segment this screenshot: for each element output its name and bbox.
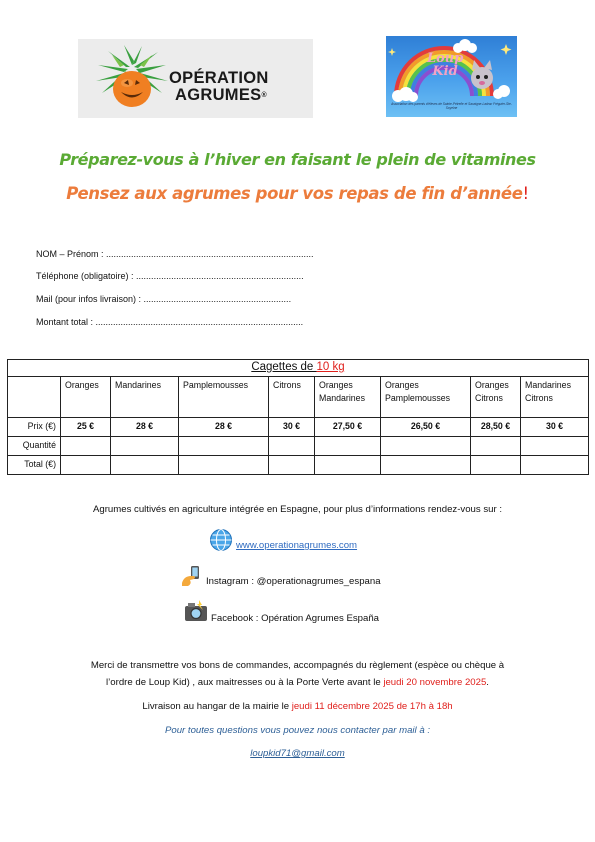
price-row	[8, 418, 589, 437]
registered-mark: ®	[261, 92, 267, 99]
quantity-cell[interactable]	[315, 437, 381, 456]
transmit-line-1: Merci de transmettre vos bons de commandes, accompagnés du règlement (espèce ou chèque à	[90, 660, 505, 671]
total-cell[interactable]	[315, 456, 381, 475]
caption-weight: 10 kg	[316, 361, 345, 373]
column-header: Mandarines Citrons	[521, 377, 589, 418]
orange-pumpkin-icon	[94, 43, 170, 115]
amount-field[interactable]: Montant total : ...................................................................................	[36, 317, 304, 327]
total-cell[interactable]	[61, 456, 111, 475]
price-cell: 27,50 €	[315, 418, 381, 437]
quantity-row	[8, 437, 589, 456]
delivery-line	[0, 701, 595, 712]
quantity-cell[interactable]	[61, 437, 111, 456]
header-empty-cell	[8, 377, 61, 418]
price-cell: 28,50 €	[471, 418, 521, 437]
price-cell: 30 €	[521, 418, 589, 437]
total-cell[interactable]	[179, 456, 269, 475]
quantity-cell[interactable]	[471, 437, 521, 456]
phone-field[interactable]: Téléphone (obligatoire) : ...................................................................	[36, 271, 304, 281]
price-cell: 28 €	[111, 418, 179, 437]
total-cell[interactable]	[471, 456, 521, 475]
transmit-line-2-end: .	[486, 677, 489, 688]
column-header: Oranges Pamplemousses	[381, 377, 471, 418]
delivery-date: jeudi 11 décembre 2025 de 17h à 18h	[291, 701, 453, 712]
headline-vitamins: Préparez-vous à l’hiver en faisant le plein de vitamines	[59, 150, 536, 169]
delivery-text: Livraison au hangar de la mairie le	[142, 701, 292, 712]
facebook-page[interactable]: Facebook : Opération Agrumes España	[211, 613, 379, 624]
operation-agrumes-logo	[78, 39, 313, 118]
headline-agrumes-exclamation: !	[522, 184, 529, 203]
headline-agrumes-text: Pensez aux agrumes pour vos repas de fin d’année	[66, 184, 523, 203]
operation-agrumes-wordmark	[169, 70, 269, 104]
deadline-date: jeudi 20 novembre 2025	[383, 677, 487, 688]
table-header-row	[8, 377, 589, 418]
quantity-cell[interactable]	[381, 437, 471, 456]
price-row-label: Prix (€)	[8, 418, 61, 437]
email-line	[0, 748, 595, 759]
loup-kid-line-1: Loup	[427, 51, 464, 66]
total-cell[interactable]	[269, 456, 315, 475]
globe-icon	[209, 528, 233, 552]
table-caption	[8, 360, 589, 377]
total-row	[8, 456, 589, 475]
mail-field[interactable]: Mail (pour infos livraison) : ...........................................................	[36, 294, 292, 304]
headline-agrumes	[0, 184, 595, 203]
loup-kid-line-2: Kid	[432, 64, 458, 79]
price-cell: 25 €	[61, 418, 111, 437]
loup-kid-wordmark	[427, 52, 463, 78]
quantity-cell[interactable]	[269, 437, 315, 456]
price-cell: 30 €	[269, 418, 315, 437]
selfie-hand-icon	[180, 565, 202, 587]
transmit-line-2	[0, 677, 595, 688]
caption-prefix: Cagettes de	[251, 361, 317, 373]
column-header: Oranges Citrons	[471, 377, 521, 418]
info-text: Agrumes cultivés en agriculture intégrée en Espagne, pour plus d’informations rendez-vous sur :	[92, 504, 503, 515]
price-cell: 28 €	[179, 418, 269, 437]
quantity-cell[interactable]	[521, 437, 589, 456]
quantity-row-label: Quantité	[8, 437, 61, 456]
loup-kid-subtitle: Association des parents d'élèves de Sainte-Pétrelle et Saxaigne-Ladrac Fréguier-Ste-Soyelne	[391, 102, 512, 110]
column-header: Mandarines	[111, 377, 179, 418]
quantity-cell[interactable]	[111, 437, 179, 456]
logo-line-1: OPÉRATION	[169, 69, 269, 87]
order-table	[7, 359, 589, 475]
price-cell: 26,50 €	[381, 418, 471, 437]
column-header: Citrons	[269, 377, 315, 418]
questions-line: Pour toutes questions vous pouvez nous contacter par mail à :	[164, 725, 431, 736]
column-header: Oranges Mandarines	[315, 377, 381, 418]
instagram-handle[interactable]: Instagram : @operationagrumes_espana	[206, 576, 381, 587]
loup-kid-logo	[386, 36, 517, 117]
name-field[interactable]: NOM – Prénom : ...................................................................................	[36, 249, 314, 259]
column-header: Pamplemousses	[179, 377, 269, 418]
column-header: Oranges	[61, 377, 111, 418]
email-link[interactable]: loupkid71@gmail.com	[250, 748, 345, 759]
logo-line-2: AGRUMES	[175, 86, 262, 104]
total-cell[interactable]	[111, 456, 179, 475]
total-cell[interactable]	[381, 456, 471, 475]
transmit-line-2-text: l’ordre de Loup Kid) , aux maitresses ou à la Porte Verte avant le	[106, 677, 384, 688]
total-cell[interactable]	[521, 456, 589, 475]
total-row-label: Total (€)	[8, 456, 61, 475]
quantity-cell[interactable]	[179, 437, 269, 456]
website-link[interactable]: www.operationagrumes.com	[236, 540, 358, 551]
camera-flash-icon	[184, 600, 208, 622]
